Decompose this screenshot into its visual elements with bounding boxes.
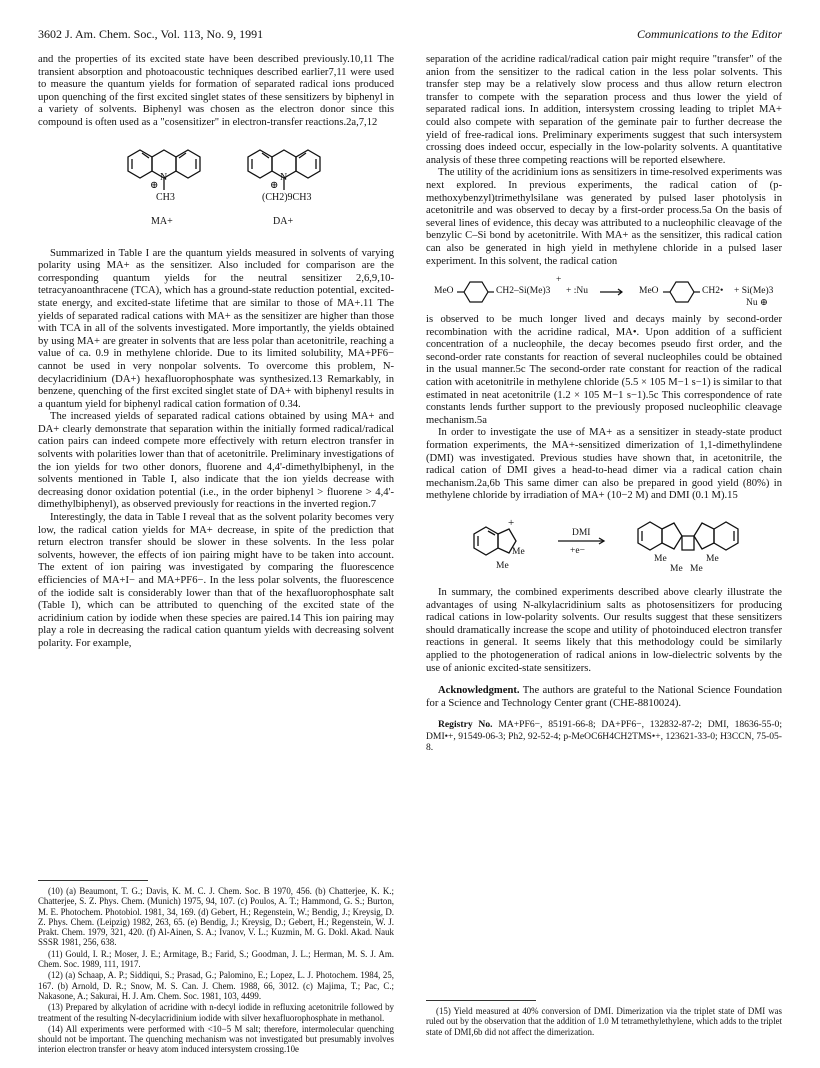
desilylation-scheme [426,268,782,314]
da-compound-label: DA+ [273,215,294,227]
dimerization-scheme [426,503,782,587]
scheme1-nu-charge: Nu ⊕ [746,298,768,309]
acknowledgment-text: The authors are grateful to the National Science Foundation for a Science and Technology Center grant (CHE-8810024). [426,685,783,709]
ma-charge-label: ⊕ [150,179,159,191]
scheme1-silyl-product: + Si(Me)3 [734,286,774,297]
dimer-methyl-1: Me [654,554,667,564]
registry-text: MA+PF6−, 85191-66-8; DA+PF6−, 132832-87-2; DMI, 18636-55-0; DMI•+, 91549-06-3; Ph2, 92-52-4; p-MeOC6H4CH2TMS•+, 123621-33-0; H3CCN, 75-05-8. [426,719,782,753]
right-footnotes [426,1006,782,1038]
left-column [38,54,394,651]
left-paragraph-1: and the properties of its excited state have been described previously.10,11 The transient absorption and photoacoustic techniques described earlier7,11 were used to measure the quantum yields for formation of separated radical ions produced upon quenching of the first excited singlet states of these sensitizers by biphenyl in a variety of solvents. Biphenyl was chosen as the electron donor since this compound is often used as a "cosensitizer" in electron-transfer reactions.2a,7,12 [38,54,394,128]
ma-substituent-label: CH3 [156,191,175,203]
right-column [426,54,782,753]
right-paragraph-4: In order to investigate the use of MA+ as a sensitizer in steady-state product formation experiments, the MA+-sensitized dimerization of 1,1-dimethylindene (DMI) was investigated. Previous studies have shown that, in acetonitrile, the radical cation of DMI gives a head-to-head dimer via a radical cation chain mechanism.2a,6b This same dimer can also be prepared in good yield (80%) in methylene chloride by irradiation of MA+ (10−2 M) and DMI (0.1 M).15 [426,427,782,502]
acridinium-structures-figure [38,130,394,248]
da-charge-label: ⊕ [270,179,279,191]
right-paragraph-3: is observed to be much longer lived and decays mainly by second-order recombination with the acridine radical, MA•. Upon addition of a sufficient concentration of a nucleophile, the decay becomes pseudo first order, and the second-order rate constants for reaction of several nucleophiles could be obtained in the usual manner.5c The second-order rate constant for reaction of the radical cation with acetonitrile in methylene chloride (5.5 × 105 M−1 s−1) is similar to that estimated in neat acetonitrile (1.2 × 105 M−1 s−1).5c This correspondence of rate constants lends further support to the previously proposed nucleophilic cleavage mechanism.5a [426,314,782,426]
dmi-methyl-1: Me [512,547,525,557]
acknowledgment [426,685,782,710]
dimer-methyl-3: Me [690,564,703,574]
footnote-12: (12) (a) Schaap, A. P.; Siddiqui, S.; Prasad, G.; Palomino, E.; Lopez, L. J. Photochem. 1984, 25, 167. (b) Arnold, D. R.; Snow, M. S. Can. J. Chem. 1988, 66, 3012. (c) Majima, T.; Pac, C.; Nakasone, A.; Sakurai, H. J. Am. Chem. Soc. 1981, 103, 4499. [38,970,394,1001]
scheme1-nucleophile: + :Nu [566,286,588,297]
right-paragraph-1: separation of the acridine radical/radical cation pair might require "transfer" of the anion from the sensitizer to the radical cation in the less polar solvents. This transfer step may be a relatively slow process and thus allow return electron transfer to compete with the separation process and thus lower the yield of separated radical ions. In addition, intersystem crossing leading to triplet MA+ could also compete with separation of the geminate pair to further decrease the yield of free-radical ions. Preliminary experiments suggest that such intersystem crossing does indeed occur, especially in the low-polarity solvents. A quantitative analysis of these three competing reactions will be reported elsewhere. [426,54,782,166]
scheme1-radical-charge: + [556,275,562,286]
right-paragraph-5: In summary, the combined experiments described above clearly illustrate the advantages of using N-alkylacridinium salts as photosensitizers for producing radical cations in low-polarity solvents. Our results suggest that these sensitizers should dramatically increase the scope and utility of photoinduced electron transfer reactions in general. It seems likely that this methodology could be similarly applied to the photogeneration of radical anions in low-dielectric solvents by the use of anionic excited-state sensitizers. [426,587,782,674]
dimerization-electron: +e− [570,546,585,556]
footnote-13: (13) Prepared by alkylation of acridine with n-decyl iodide in refluxing acetonitrile followed by treatment of the resulting N-decylacridinium iodide with silver hexafluorophosphate in methanol. [38,1002,394,1023]
dmi-methyl-2: Me [496,561,509,571]
footnote-11: (11) Gould, I. R.; Moser, J. E.; Armitage, B.; Farid, S.; Goodman, J. L.; Herman, M. S. J. Am. Chem. Soc. 1989, 111, 1917. [38,948,394,970]
scheme1-meo-right: MeO [639,286,659,297]
running-head-right: Communications to the Editor [637,27,782,41]
da-substituent-label: (CH2)9CH3 [262,191,312,203]
acridinium-structures-drawing [38,130,394,248]
scheme1-meo-left: MeO [434,286,454,297]
footnote-14: (14) All experiments were performed with <10−5 M salt; therefore, intermolecular quenching should not be important. The quenching mechanism was not investigated but presumably involves interion electron transfer or heavy atom induced intersystem crossing.10e [38,1023,394,1055]
left-paragraph-3: The increased yields of separated radical cations obtained by using MA+ and DA+ clearly demonstrate that separation within the initially formed radical/radical cation pairs can indeed compete more effectively with return electron transfer in solvents with polarities lower than that of acetonitrile. Preliminary investigations of the ion yields for two other donors, fluorene and 4,4'-dimethylbiphenyl, in the solvents mentioned in Table I, also indicate that the ion yields decrease with decreasing donor oxidation potential (i.e., in the order biphenyl > fluorene > 4,4'-dimethylbiphenyl), as observed previously for reactions in the inverted region.7 [38,411,394,511]
scheme1-benzylsilane: CH2–Si(Me)3 [496,286,551,297]
scheme1-benzyl-radical: CH2• [702,286,724,297]
ma-compound-label: MA+ [151,215,173,227]
left-paragraph-2: Summarized in Table I are the quantum yields measured in solvents of varying polarity using MA+ as the sensitizer. Also included for comparison are the corresponding quantum yields for the neutral sensitizer 2,6,9,10-tetracyanoanthracene (TCA), which has a ground-state reduction potential, excited-state energy, and excited-state lifetime that are similar to those of MA+.11 The yields of separated radical cations with MA+ as the sensitizer are higher than those with TCA in all of the solvents investigated. More importantly, the yields obtained by using MA+ are greater in solvents that are less polar than acetonitrile, reaching a value of ca. 0.9 in methylene chloride. Due to its limited solubility, MA+PF6− cannot be used in very nonpolar solvents. To overcome this problem, N-decylacridinium (DA+) hexafluorophosphate was synthesized.13 Remarkably, in benzene, quenching of the first excited singlet state of DA+ with biphenyl results in a quantum yield for biphenyl radical cation formation of 0.34. [38,247,394,410]
acknowledgment-heading: Acknowledgment. [438,685,520,697]
right-footnote-rule [426,1000,536,1001]
running-head-left: 3602 J. Am. Chem. Soc., Vol. 113, No. 9, 1991 [38,27,264,41]
left-paragraph-4: Interestingly, the data in Table I reveal that as the solvent polarity becomes very low, the radical cation yields for MA+ decrease, in spite of the prediction that return electron transfer should be slower in these solvents. In the less polar solvents, however, the effects of ion pairing might have to be taken into account. The extent of ion pairing was investigated by comparing the fluorescence efficiencies of MA+I− and MA+PF6−. In the less polar solvents, the fluorescence of the iodide salt is considerably lower than that of the hexafluorophosphate salt (Table I), which can be attributed to quenching of the excited state of the acridinium cation by iodide when these species are paired.14 This ion pairing may play a role in decreasing the radical cation quantum yields with decreasing solvent polarity. For example, [38,512,394,649]
dimerization-scheme-drawing [426,503,782,587]
registry-numbers [426,719,782,753]
registry-heading: Registry No. [438,719,493,731]
dimer-methyl-2: Me [670,564,683,574]
dimer-methyl-4: Me [706,554,719,564]
footnote-10: (10) (a) Beaumont, T. G.; Davis, K. M. C. J. Chem. Soc. B 1970, 456. (b) Chatterjee, K. K.; Chatterjee, S. Z. Phys. Chem. (Munich) 1975, 94, 107. (c) Poulos, A. T.; Hammond, G. S.; Burton, M. E. Photochem. Photobiol. 1981, 34, 169. (d) Gebert, H.; Regenstein, W.; Bendig, J.; Kreysig, D. Z. Phys. Chem. (Leipzig) 1982, 263, 65. (e) Bendig, J.; Kreysig, D.; Gebert, H.; Regenstein, W. J. Prakt. Chem. 1979, 321, 420. (f) Al-Ainen, S. A.; Ivanov, V. L.; Kuzmin, M. G. Dokl. Akad. Nauk SSSR 1981, 256, 638. [38,886,394,948]
dmi-radical-charge: + [508,517,515,529]
footnote-15: (15) Yield measured at 40% conversion of DMI. Dimerization via the triplet state of DMI was ruled out by the observation that the addition of 1.0 M tetramethylethylene, which adds to the triplet state of DMI,6b did not affect the dimerization. [426,1006,782,1037]
desilylation-scheme-drawing [426,268,782,314]
da-nitrogen-label: N [280,171,288,183]
left-footnotes [38,886,394,1056]
right-paragraph-2: The utility of the acridinium ions as sensitizers in time-resolved experiments was next explored. In previous experiments, the radical cation of (p-methoxybenzyl)trimethylsilane was generated by pulsed laser photolysis in acetonitrile and was observed to decay by a first-order process.5a On the basis of several lines of evidence, this decay was attributed to a nucleophilic cleavage of the benzylic C–Si bond by acetonitrile. With MA+ as the sensitizer, this radical cation can also be generated in high yield in methylene chloride in a pulsed laser experiment. In this solvent, the radical cation [426,167,782,267]
dimerization-reagent: DMI [572,528,591,538]
ma-nitrogen-label: N [160,171,168,183]
running-head [38,27,782,43]
left-footnote-rule [38,880,148,881]
